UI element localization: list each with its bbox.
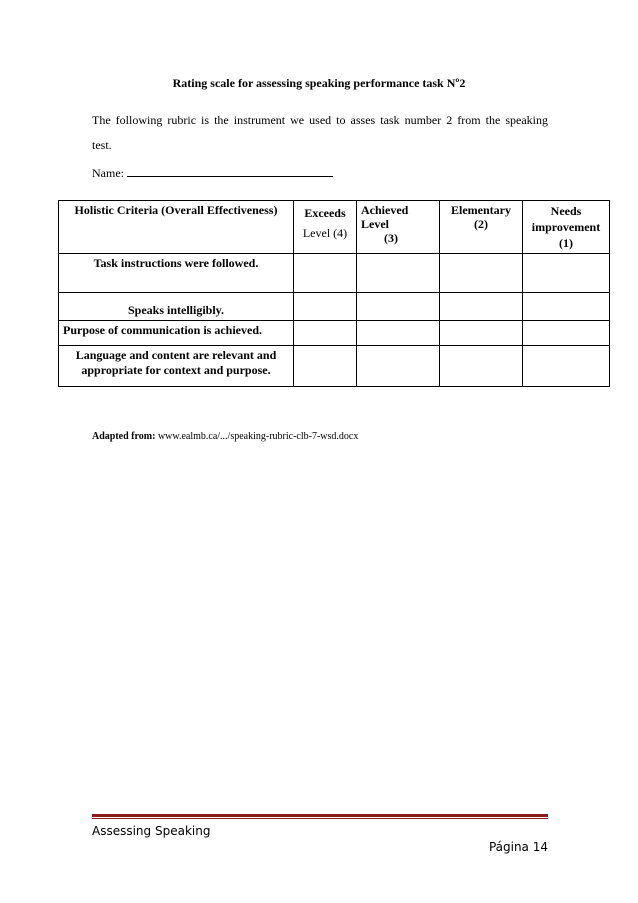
source-url: www.ealmb.ca/.../speaking-rubric-clb-7-wsd.docx xyxy=(155,431,359,442)
table-row xyxy=(59,321,610,346)
name-label: Name: xyxy=(92,166,127,180)
intro-paragraph: The following rubric is the instrument we used to asses task number 2 from the speaking test. xyxy=(92,113,548,152)
criterion-cell: Task instructions were followed. xyxy=(59,254,294,293)
table-row xyxy=(59,293,610,321)
header-achieved-level: (3) xyxy=(384,231,398,245)
rating-cell xyxy=(440,346,523,387)
footer-rule xyxy=(92,814,548,817)
source-note xyxy=(92,431,358,442)
header-elementary-level: (2) xyxy=(474,217,488,231)
rating-cell xyxy=(357,254,440,293)
rating-cell xyxy=(523,321,610,346)
header-elementary-label: Elementary xyxy=(451,203,511,217)
rating-cell xyxy=(357,346,440,387)
header-exceeds xyxy=(294,201,357,254)
rating-cell xyxy=(357,293,440,321)
rating-cell xyxy=(440,293,523,321)
table-row xyxy=(59,346,610,387)
rubric-header-row xyxy=(59,201,610,254)
footer-rule-thin xyxy=(92,818,548,819)
header-needs-level: (1) xyxy=(559,236,573,250)
source-label: Adapted from: xyxy=(92,431,156,442)
rating-cell xyxy=(523,293,610,321)
rating-cell xyxy=(294,346,357,387)
page-number: Página 14 xyxy=(488,840,548,854)
header-achieved xyxy=(357,201,440,254)
header-elementary xyxy=(440,201,523,254)
header-needs-label: Needs improvement xyxy=(531,204,601,234)
rating-cell xyxy=(294,254,357,293)
criterion-cell: Purpose of communication is achieved. xyxy=(59,321,294,346)
footer-title: Assessing Speaking xyxy=(92,824,211,838)
rating-cell xyxy=(523,254,610,293)
rating-cell xyxy=(440,254,523,293)
header-exceeds-label: Exceeds xyxy=(304,206,346,220)
document-title: Rating scale for assessing speaking performance task Nº2 xyxy=(172,76,466,90)
header-needs xyxy=(523,201,610,254)
name-field xyxy=(92,166,333,181)
rubric-table xyxy=(58,200,610,387)
header-exceeds-level: Level (4) xyxy=(302,226,348,240)
header-achieved-label: Achieved Level xyxy=(361,203,409,231)
rating-cell xyxy=(523,346,610,387)
rating-cell xyxy=(357,321,440,346)
name-blank-line xyxy=(127,166,333,177)
criterion-cell: Speaks intelligibly. xyxy=(59,293,294,321)
criterion-cell: Language and content are relevant and appropriate for context and purpose. xyxy=(59,346,294,387)
rating-cell xyxy=(294,293,357,321)
rating-cell xyxy=(294,321,357,346)
rating-cell xyxy=(440,321,523,346)
header-criteria: Holistic Criteria (Overall Effectiveness) xyxy=(59,201,294,254)
table-row xyxy=(59,254,610,293)
